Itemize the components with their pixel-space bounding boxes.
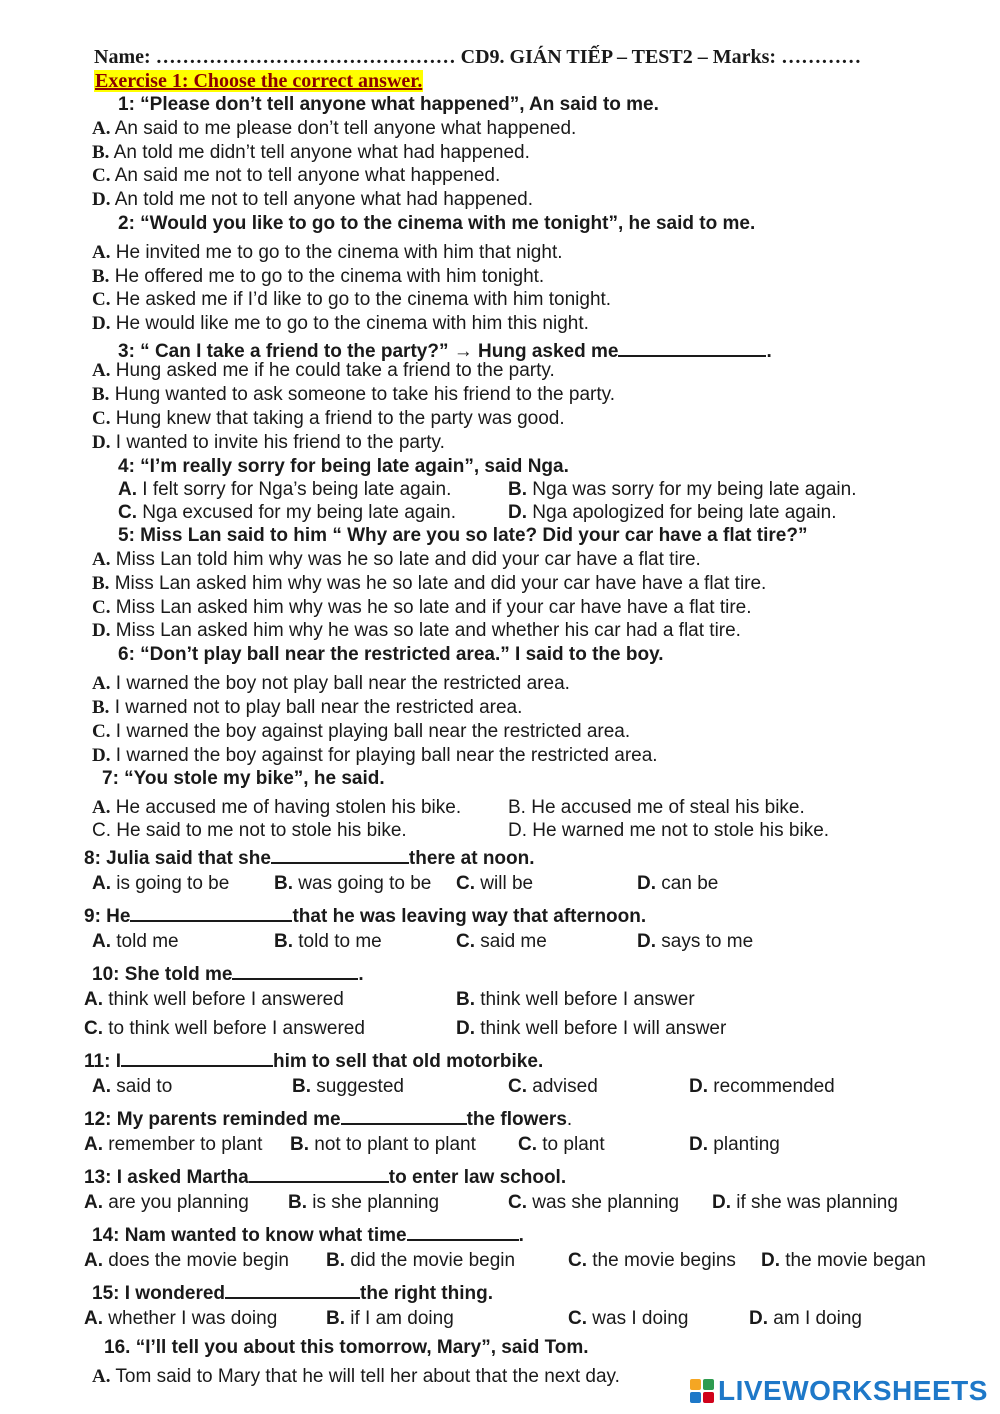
q3-option-d[interactable]: D. I wanted to invite his friend to the party. bbox=[92, 432, 445, 453]
q11-option-b[interactable]: B. suggested bbox=[292, 1076, 404, 1097]
q12-option-a[interactable]: A. remember to plant bbox=[84, 1134, 263, 1155]
answer-blank[interactable] bbox=[618, 337, 766, 357]
question-6-stem: 6: “Don’t play ball near the restricted area.” I said to the boy. bbox=[118, 644, 664, 665]
question-10-stem: 10: She told me . bbox=[92, 960, 364, 986]
question-12-stem: 12: My parents reminded me the flowers. bbox=[84, 1105, 572, 1131]
q8-option-b[interactable]: B. was going to be bbox=[274, 873, 432, 894]
q4-option-c[interactable]: C. Nga excused for my being late again. bbox=[118, 502, 456, 523]
q8-option-c[interactable]: C. will be bbox=[456, 873, 534, 894]
answer-blank[interactable] bbox=[407, 1221, 519, 1241]
liveworksheets-logo-icon bbox=[690, 1379, 714, 1403]
question-3-stem: 3: “ Can I take a friend to the party?” → Hung asked me . bbox=[118, 337, 772, 363]
q11-option-d[interactable]: D. recommended bbox=[689, 1076, 835, 1097]
logo-square bbox=[703, 1392, 714, 1403]
q9-option-a[interactable]: A. told me bbox=[92, 931, 179, 952]
q4-option-d[interactable]: D. Nga apologized for being late again. bbox=[508, 502, 837, 523]
question-5-stem: 5: Miss Lan said to him “ Why are you so late? Did your car have a flat tire?” bbox=[118, 525, 808, 546]
q5-option-b[interactable]: B. Miss Lan asked him why was he so late and did your car have have a flat tire. bbox=[92, 573, 767, 594]
q13-option-d[interactable]: D. if she was planning bbox=[712, 1192, 898, 1213]
q4-option-a[interactable]: A. I felt sorry for Nga’s being late again. bbox=[118, 479, 452, 500]
q5-option-c[interactable]: C. Miss Lan asked him why was he so late and if your car have have a flat tire. bbox=[92, 597, 752, 618]
exercise-title: Exercise 1: Choose the correct answer. bbox=[95, 70, 423, 92]
answer-blank[interactable] bbox=[225, 1279, 360, 1299]
q5-option-d[interactable]: D. Miss Lan asked him why he was so late and whether his car had a flat tire. bbox=[92, 620, 741, 641]
answer-blank[interactable] bbox=[341, 1105, 467, 1125]
q1-option-c[interactable]: C. An said me not to tell anyone what happened. bbox=[92, 165, 501, 186]
q4-option-b[interactable]: B. Nga was sorry for my being late again. bbox=[508, 479, 857, 500]
q7-option-d[interactable]: D. He warned me not to stole his bike. bbox=[508, 820, 830, 841]
q8-option-d[interactable]: D. can be bbox=[637, 873, 719, 894]
answer-blank[interactable] bbox=[249, 1163, 389, 1183]
question-7-stem: 7: “You stole my bike”, he said. bbox=[102, 768, 385, 789]
question-4-stem: 4: “I’m really sorry for being late again”, said Nga. bbox=[118, 456, 569, 477]
answer-blank[interactable] bbox=[121, 1047, 273, 1067]
liveworksheets-logo[interactable] bbox=[690, 1374, 988, 1408]
q7-option-b[interactable]: B. He accused me of steal his bike. bbox=[508, 797, 805, 818]
q2-option-c[interactable]: C. He asked me if I’d like to go to the cinema with him tonight. bbox=[92, 289, 612, 310]
q16-option-a[interactable]: A. Tom said to Mary that he will tell her about that the next day. bbox=[92, 1366, 620, 1387]
q9-option-d[interactable]: D. says to me bbox=[637, 931, 754, 952]
q1-option-b[interactable]: B. An told me didn’t tell anyone what had happened. bbox=[92, 142, 530, 163]
q2-option-d[interactable]: D. He would like me to go to the cinema with him this night. bbox=[92, 313, 589, 334]
question-11-stem: 11: I him to sell that old motorbike. bbox=[84, 1047, 543, 1073]
question-13-stem: 13: I asked Martha to enter law school. bbox=[84, 1163, 566, 1189]
q7-option-c[interactable]: C. He said to me not to stole his bike. bbox=[92, 820, 407, 841]
answer-blank[interactable] bbox=[130, 902, 292, 922]
q9-option-b[interactable]: B. told to me bbox=[274, 931, 382, 952]
worksheet-header: Name: ……………………………………… CD9. GIÁN TIẾP – TEST2 – Marks: ………… bbox=[94, 46, 862, 68]
q8-option-a[interactable]: A. is going to be bbox=[92, 873, 230, 894]
q13-option-b[interactable]: B. is she planning bbox=[288, 1192, 440, 1213]
q3-option-a[interactable]: A. Hung asked me if he could take a friend to the party. bbox=[92, 360, 555, 381]
q9-option-c[interactable]: C. said me bbox=[456, 931, 547, 952]
q6-option-d[interactable]: D. I warned the boy against for playing ball near the restricted area. bbox=[92, 745, 658, 766]
q15-option-b[interactable]: B. if I am doing bbox=[326, 1308, 454, 1329]
q10-option-a[interactable]: A. think well before I answered bbox=[84, 989, 344, 1010]
q5-option-a[interactable]: A. Miss Lan told him why was he so late and did your car have a flat tire. bbox=[92, 549, 701, 570]
question-1-stem: 1: “Please don’t tell anyone what happened”, An said to me. bbox=[118, 94, 659, 115]
q12-option-d[interactable]: D. planting bbox=[689, 1134, 780, 1155]
q3-option-b[interactable]: B. Hung wanted to ask someone to take his friend to the party. bbox=[92, 384, 615, 405]
answer-blank[interactable] bbox=[232, 960, 358, 980]
q12-option-c[interactable]: C. to plant bbox=[518, 1134, 605, 1155]
q10-option-b[interactable]: B. think well before I answer bbox=[456, 989, 695, 1010]
question-2-stem: 2: “Would you like to go to the cinema with me tonight”, he said to me. bbox=[118, 213, 756, 234]
q2-option-a[interactable]: A. He invited me to go to the cinema with him that night. bbox=[92, 242, 563, 263]
q2-option-b[interactable]: B. He offered me to go to the cinema with him tonight. bbox=[92, 266, 545, 287]
q14-option-c[interactable]: C. the movie begins bbox=[568, 1250, 736, 1271]
q10-option-d[interactable]: D. think well before I will answer bbox=[456, 1018, 727, 1039]
question-8-stem: 8: Julia said that she there at noon. bbox=[84, 844, 535, 870]
q11-option-c[interactable]: C. advised bbox=[508, 1076, 598, 1097]
q1-option-a[interactable]: A. An said to me please don’t tell anyone what happened. bbox=[92, 118, 577, 139]
logo-square bbox=[703, 1379, 714, 1390]
q14-option-a[interactable]: A. does the movie begin bbox=[84, 1250, 289, 1271]
q6-option-b[interactable]: B. I warned not to play ball near the restricted area. bbox=[92, 697, 523, 718]
q12-option-b[interactable]: B. not to plant to plant bbox=[290, 1134, 476, 1155]
q13-option-a[interactable]: A. are you planning bbox=[84, 1192, 249, 1213]
q14-option-b[interactable]: B. did the movie begin bbox=[326, 1250, 516, 1271]
q3-option-c[interactable]: C. Hung knew that taking a friend to the party was good. bbox=[92, 408, 565, 429]
q7-option-a[interactable]: A. He accused me of having stolen his bike. bbox=[92, 797, 462, 818]
q15-option-c[interactable]: C. was I doing bbox=[568, 1308, 689, 1329]
logo-square bbox=[690, 1392, 701, 1403]
question-14-stem: 14: Nam wanted to know what time . bbox=[92, 1221, 524, 1247]
q14-option-d[interactable]: D. the movie began bbox=[761, 1250, 926, 1271]
question-9-stem: 9: He that he was leaving way that afternoon. bbox=[84, 902, 646, 928]
q15-option-a[interactable]: A. whether I was doing bbox=[84, 1308, 278, 1329]
q15-option-d[interactable]: D. am I doing bbox=[749, 1308, 863, 1329]
logo-text: LIVEWORKSHEETS bbox=[718, 1375, 988, 1406]
logo-square bbox=[690, 1379, 701, 1390]
q1-option-d[interactable]: D. An told me not to tell anyone what had happened. bbox=[92, 189, 534, 210]
q6-option-c[interactable]: C. I warned the boy against playing ball near the restricted area. bbox=[92, 721, 631, 742]
answer-blank[interactable] bbox=[271, 844, 409, 864]
question-15-stem: 15: I wondered the right thing. bbox=[92, 1279, 493, 1305]
q10-option-c[interactable]: C. to think well before I answered bbox=[84, 1018, 365, 1039]
q13-option-c[interactable]: C. was she planning bbox=[508, 1192, 680, 1213]
q6-option-a[interactable]: A. I warned the boy not play ball near the restricted area. bbox=[92, 673, 570, 694]
question-16-stem: 16. “I’ll tell you about this tomorrow, Mary”, said Tom. bbox=[104, 1337, 589, 1358]
q11-option-a[interactable]: A. said to bbox=[92, 1076, 173, 1097]
